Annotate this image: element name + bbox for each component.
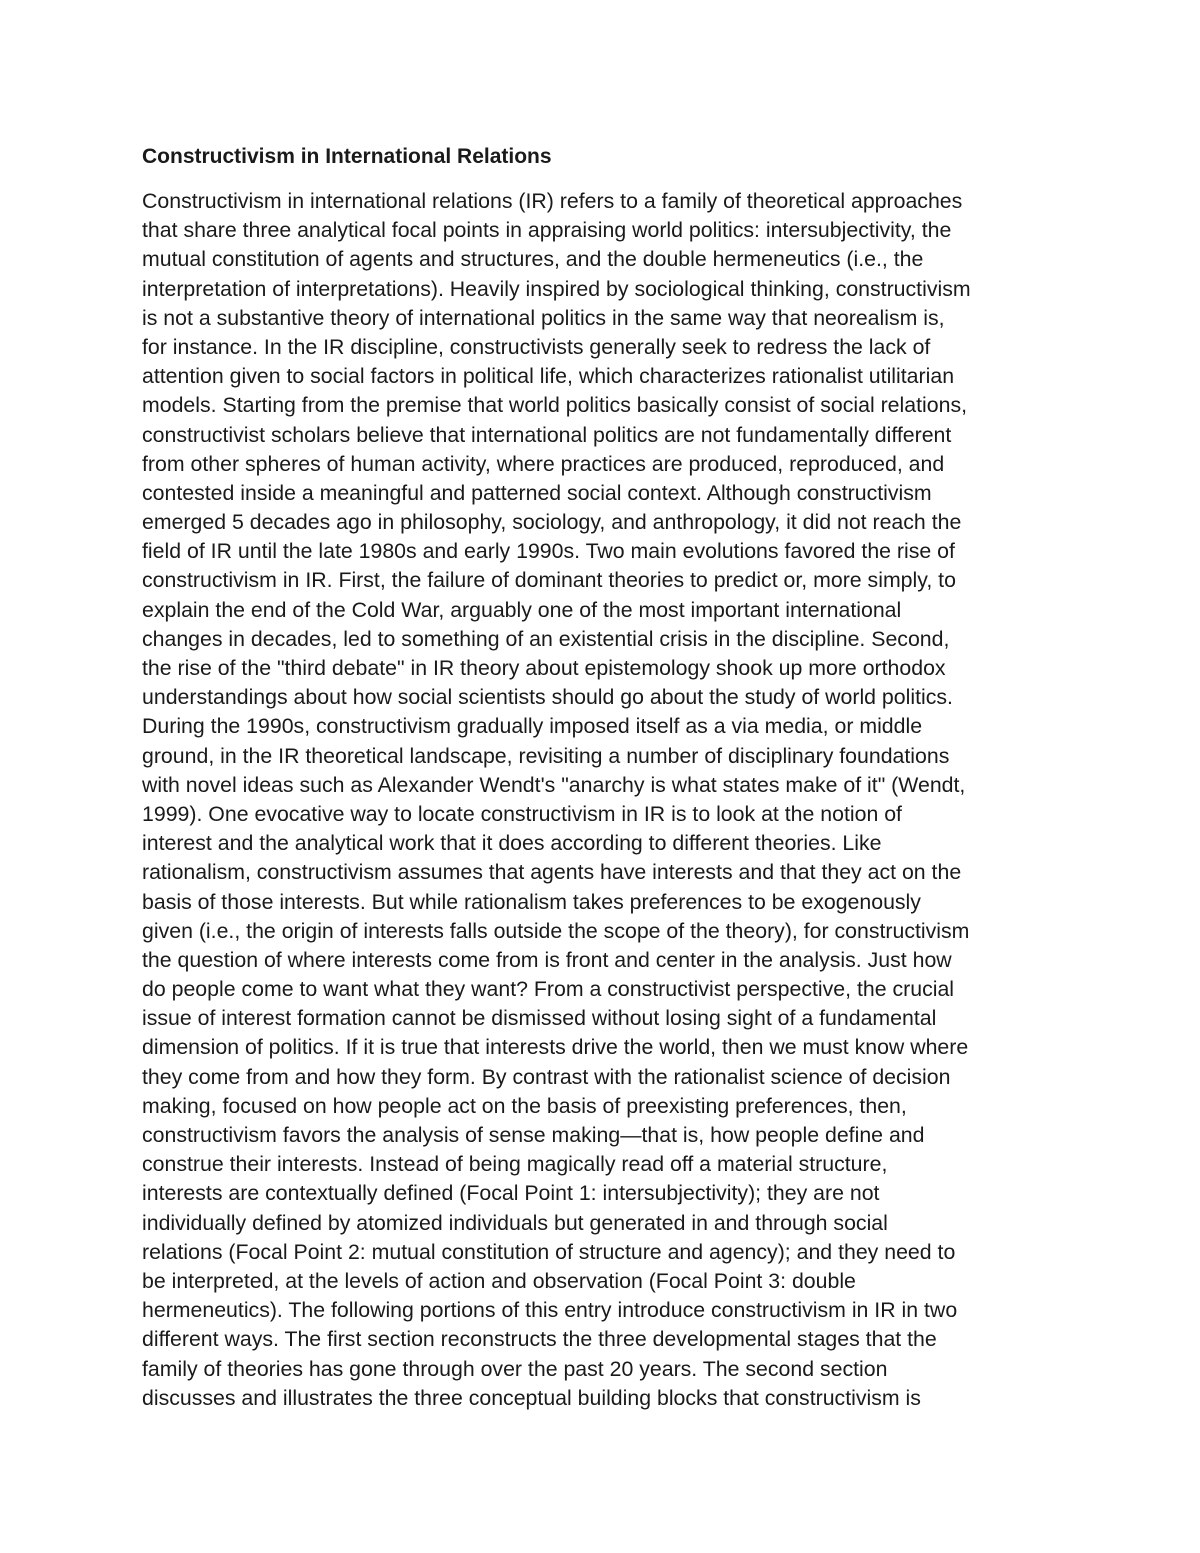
paragraph-line: that share three analytical focal points in appraising world politics: intersubjectivity, the (142, 218, 952, 243)
paragraph-line: given (i.e., the origin of interests falls outside the scope of the theory), for constructivism (142, 918, 970, 943)
paragraph-line: for instance. In the IR discipline, constructivists generally seek to redress the lack of (142, 334, 931, 359)
paragraph-line: interests are contextually defined (Focal Point 1: intersubjectivity); they are not (142, 1181, 880, 1206)
paragraph-line: constructivist scholars believe that international politics are not fundamentally different (142, 422, 952, 447)
paragraph-line: the rise of the "third debate" in IR theory about epistemology shook up more orthodox (142, 656, 946, 680)
paragraph-line: emerged 5 decades ago in philosophy, sociology, and anthropology, it did not reach the (142, 510, 962, 535)
paragraph-line: family of theories has gone through over the past 20 years. The second section (142, 1356, 888, 1381)
paragraph-line: interpretation of interpretations). Heavily inspired by sociological thinking, constructivism (142, 276, 971, 301)
paragraph-line: issue of interest formation cannot be dismissed without losing sight of a fundamental (142, 1006, 937, 1031)
paragraph-line: mutual constitution of agents and structures, and the double hermeneutics (i.e., the (142, 247, 924, 272)
paragraph-line: relations (Focal Point 2: mutual constitution of structure and agency); and they need to (142, 1239, 956, 1264)
paragraph-line: models. Starting from the premise that world politics basically consist of social relations, (142, 393, 968, 418)
paragraph-line: construe their interests. Instead of being magically read off a material structure, (142, 1152, 888, 1177)
paragraph-line: with novel ideas such as Alexander Wendt's "anarchy is what states make of it" (Wendt, (142, 772, 966, 797)
paragraph-line: be interpreted, at the levels of action and observation (Focal Point 3: double (142, 1268, 856, 1293)
paragraph-line: During the 1990s, constructivism gradually imposed itself as a via media, or middle (142, 714, 923, 739)
paragraph-line: explain the end of the Cold War, arguably one of the most important international (142, 597, 902, 622)
paragraph-line: dimension of politics. If it is true that interests drive the world, then we must know where (142, 1035, 969, 1060)
paragraph-line: understandings about how social scientists should go about the study of world politics. (142, 685, 953, 710)
paragraph-line: field of IR until the late 1980s and early 1990s. Two main evolutions favored the rise of (142, 539, 955, 564)
paragraph-line: contested inside a meaningful and patterned social context. Although constructivism (142, 480, 932, 505)
paragraph-line: constructivism in IR. First, the failure of dominant theories to predict or, more simply, to (142, 568, 956, 593)
paragraph-line: changes in decades, led to something of an existential crisis in the discipline. Second, (142, 626, 950, 651)
paragraph-line: hermeneutics). The following portions of this entry introduce constructivism in IR in two (142, 1298, 958, 1323)
paragraph-line: individually defined by atomized individuals but generated in and through social (142, 1210, 888, 1235)
body-paragraph (142, 187, 971, 1413)
paragraph-line: discusses and illustrates the three conceptual building blocks that constructivism is (142, 1385, 921, 1410)
paragraph-line: from other spheres of human activity, where practices are produced, reproduced, and (142, 451, 945, 476)
paragraph-line: interest and the analytical work that it does according to different theories. Like (142, 831, 882, 856)
paragraph-line: 1999). One evocative way to locate constructivism in IR is to look at the notion of (142, 801, 902, 826)
paragraph-line: the question of where interests come from is front and center in the analysis. Just how (142, 947, 952, 972)
paragraph-line: do people come to want what they want? From a constructivist perspective, the crucial (142, 977, 955, 1002)
paragraph-line: they come from and how they form. By contrast with the rationalist science of decision (142, 1064, 951, 1089)
paragraph-line: making, focused on how people act on the basis of preexisting preferences, then, (142, 1093, 907, 1118)
paragraph-line: rationalism, constructivism assumes that agents have interests and that they act on the (142, 860, 962, 885)
paragraph-line: ground, in the IR theoretical landscape, revisiting a number of disciplinary foundations (142, 743, 950, 768)
paragraph-line: different ways. The first section reconstructs the three developmental stages that the (142, 1327, 937, 1352)
paragraph-line: constructivism favors the analysis of sense making—that is, how people define and (142, 1123, 925, 1147)
paragraph-line: Constructivism in international relations (IR) refers to a family of theoretical approaches (142, 189, 963, 213)
paragraph-line: attention given to social factors in political life, which characterizes rationalist utilitarian (142, 364, 955, 389)
document-title: Constructivism in International Relations (142, 145, 552, 168)
paragraph-line: is not a substantive theory of international politics in the same way that neorealism is, (142, 305, 945, 330)
paragraph-line: basis of those interests. But while rationalism takes preferences to be exogenously (142, 889, 921, 914)
